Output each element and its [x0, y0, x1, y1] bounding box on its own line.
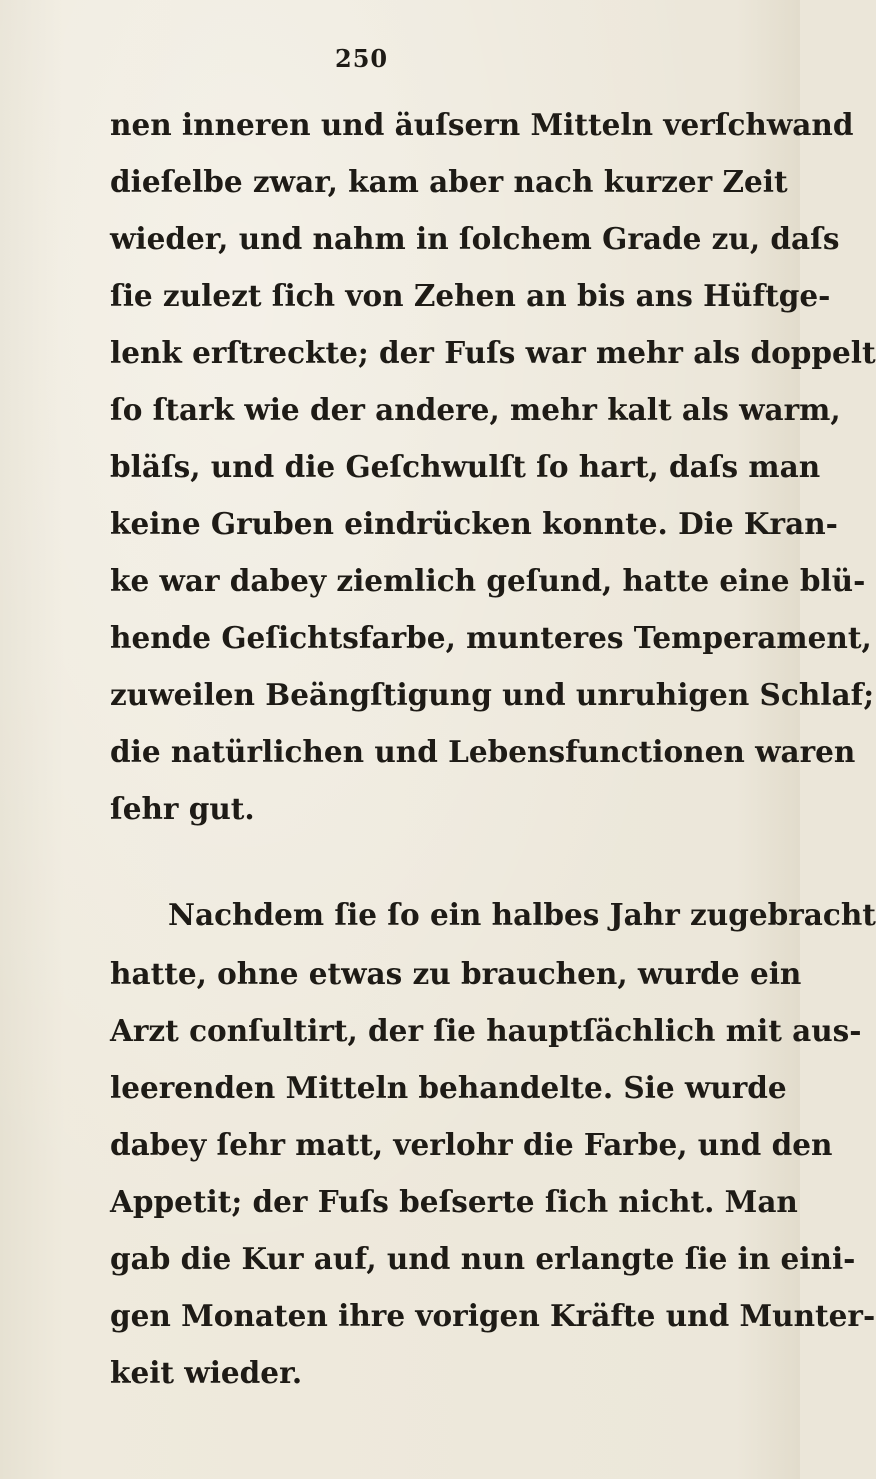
text-line: dieſelbe zwar, kam aber nach kurzer Zeit: [110, 164, 788, 199]
text-line: bläſs, und die Geſchwulſt ſo hart, daſs man: [110, 449, 821, 484]
text-line: keit wieder.: [110, 1355, 303, 1390]
text-line: wieder, und nahm in ſolchem Grade zu, daſs: [110, 221, 840, 256]
text-line: Arzt conſultirt, der ſie hauptſächlich mit aus-: [110, 1013, 862, 1048]
text-line: Appetit; der Fuſs beſserte ſich nicht. Man: [110, 1184, 798, 1219]
text-line: keine Gruben eindrücken konnte. Die Kran-: [110, 506, 838, 541]
text-line: ſo ſtark wie der andere, mehr kalt als warm,: [110, 392, 841, 427]
page-number: 250: [335, 44, 389, 73]
text-line: hende Geſichtsfarbe, munteres Temperament,: [110, 620, 872, 655]
text-line: lenk erſtreckte; der Fuſs war mehr als doppelt: [110, 335, 876, 370]
text-line: nen inneren und äuſsern Mitteln verſchwand: [110, 107, 854, 142]
text-line: zuweilen Beängſtigung und unruhigen Schlaf;: [110, 677, 875, 712]
text-line: dabey ſehr matt, verlohr die Farbe, und den: [110, 1127, 833, 1162]
text-line: hatte, ohne etwas zu brauchen, wurde ein: [110, 956, 802, 991]
text-line: gab die Kur auf, und nun erlangte ſie in eini-: [110, 1241, 856, 1276]
text-line: Nachdem ſie ſo ein halbes Jahr zugebracht: [168, 897, 876, 932]
text-line: leerenden Mitteln behandelte. Sie wurde: [110, 1070, 787, 1105]
text-line: ſie zulezt ſich von Zehen an bis ans Hüftge-: [110, 278, 831, 313]
text-line: die natürlichen und Lebensfunctionen waren: [110, 734, 856, 769]
text-line: ke war dabey ziemlich geſund, hatte eine blü-: [110, 563, 866, 598]
text-line: gen Monaten ihre vorigen Kräfte und Munter-: [110, 1298, 876, 1333]
text-line: ſehr gut.: [110, 791, 255, 826]
